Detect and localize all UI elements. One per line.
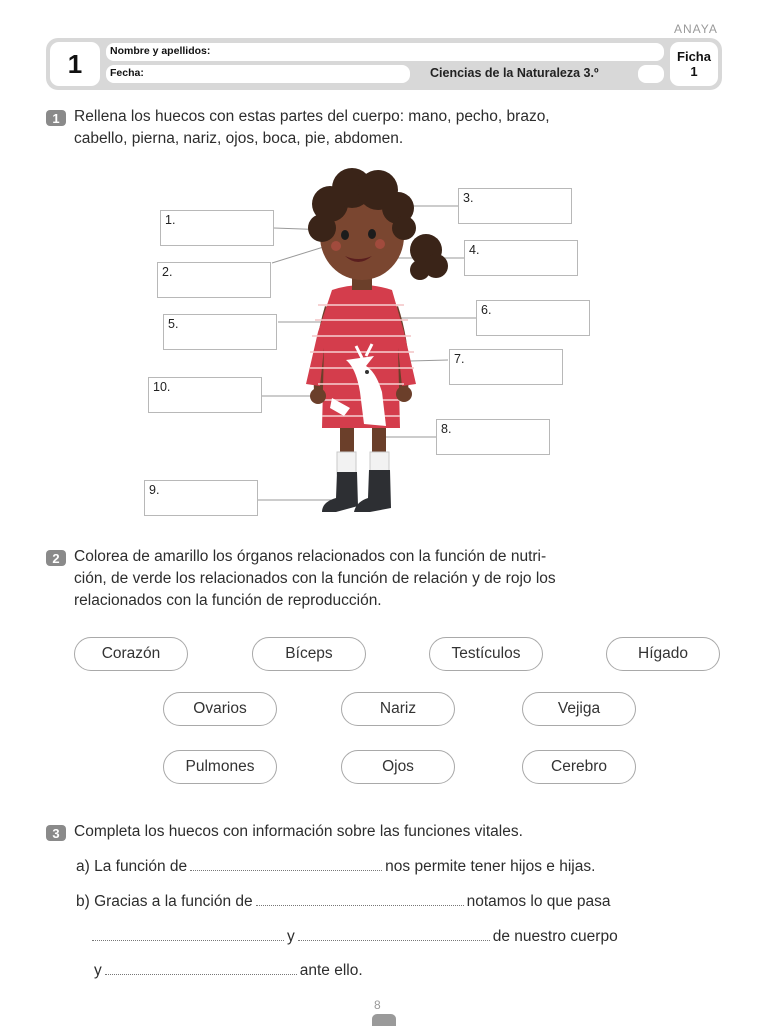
page-number: 8 — [374, 998, 381, 1012]
publisher-logo: ANAYA — [674, 22, 718, 36]
unit-number: 1 — [50, 42, 100, 86]
exercise-3-line-a: a) La función de nos permite tener hijos e hijas. — [76, 858, 596, 875]
label-box-5[interactable]: 5. — [163, 314, 277, 350]
subject-title: Ciencias de la Naturaleza 3.º — [430, 66, 599, 80]
exercise-1-line-1: Rellena los huecos con estas partes del cuerpo: mano, pecho, brazo, — [74, 108, 550, 125]
label-box-7[interactable]: 7. — [449, 349, 563, 385]
label-box-6[interactable]: 6. — [476, 300, 590, 336]
blank-a[interactable] — [190, 858, 382, 871]
blank-d[interactable] — [105, 962, 297, 975]
name-label: Nombre y apellidos: — [110, 45, 211, 57]
exercise-3-line-d: y ante ello. — [94, 962, 363, 979]
exercise-3-instruction: Completa los huecos con información sobre las funciones vitales. — [74, 823, 523, 840]
organ-pill-testiculos[interactable]: Testículos — [429, 637, 543, 671]
date-label: Fecha: — [110, 67, 144, 79]
label-box-1[interactable]: 1. — [160, 210, 274, 246]
label-box-4[interactable]: 4. — [464, 240, 578, 276]
exercise-1-line-2: cabello, pierna, nariz, ojos, boca, pie, abdomen. — [74, 130, 404, 147]
organ-pill-cerebro[interactable]: Cerebro — [522, 750, 636, 784]
page-tab — [372, 1014, 396, 1026]
ficha-label: Ficha — [677, 49, 711, 64]
exercise-3-line-b: b) Gracias a la función de notamos lo que pasa — [76, 893, 611, 910]
exercise-2-line-3: relacionados con la función de reproducción. — [74, 592, 382, 609]
exercise-3-line-c: y de nuestro cuerpo — [92, 928, 618, 946]
exercise-3-badge: 3 — [46, 825, 66, 841]
blank-b[interactable] — [256, 893, 464, 906]
blank-c1[interactable] — [92, 928, 284, 941]
exercise-2-badge: 2 — [46, 550, 66, 566]
organ-pill-ovarios[interactable]: Ovarios — [163, 692, 277, 726]
exercise-2-instruction — [74, 546, 694, 612]
organ-pill-ojos[interactable]: Ojos — [341, 750, 455, 784]
exercise-2-line-1: Colorea de amarillo los órganos relacionados con la función de nutri- — [74, 548, 547, 565]
label-box-8[interactable]: 8. — [436, 419, 550, 455]
blank-c2[interactable] — [298, 928, 490, 941]
ficha-number: 1 — [690, 64, 698, 79]
organ-pill-higado[interactable]: Hígado — [606, 637, 720, 671]
label-box-2[interactable]: 2. — [157, 262, 271, 298]
organ-pill-biceps[interactable]: Bíceps — [252, 637, 366, 671]
label-box-3[interactable]: 3. — [458, 188, 572, 224]
exercise-2-line-2: ción, de verde los relacionados con la función de relación y de rojo los — [74, 570, 556, 587]
organ-pill-corazon[interactable]: Corazón — [74, 637, 188, 671]
organ-pill-vejiga[interactable]: Vejiga — [522, 692, 636, 726]
label-box-10[interactable]: 10. — [148, 377, 262, 413]
exercise-1-badge: 1 — [46, 110, 66, 126]
organ-pill-nariz[interactable]: Nariz — [341, 692, 455, 726]
organ-pill-pulmones[interactable]: Pulmones — [163, 750, 277, 784]
label-box-9[interactable]: 9. — [144, 480, 258, 516]
